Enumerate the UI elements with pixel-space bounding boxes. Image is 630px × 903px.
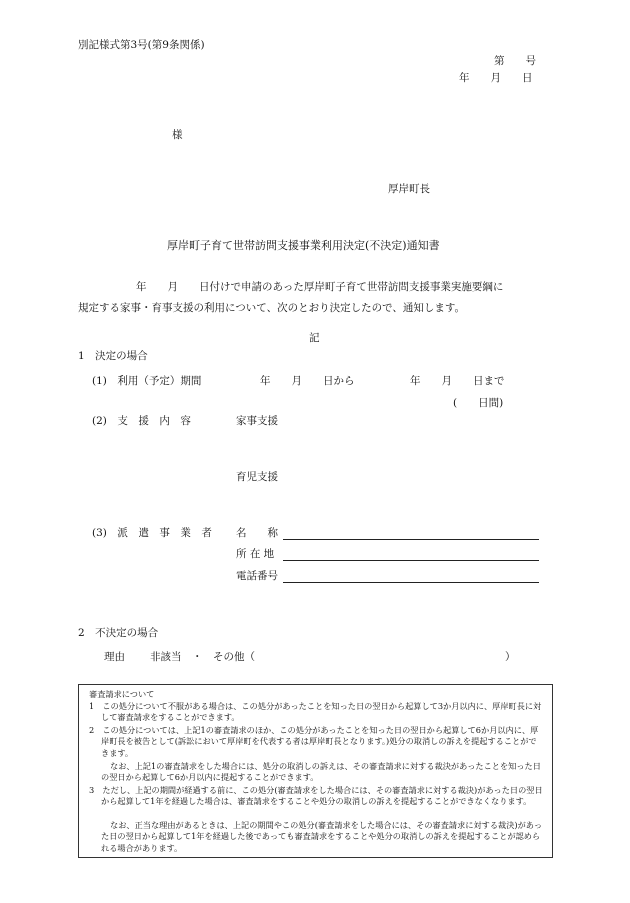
form-label: 別記様式第3号(第9条関係): [78, 39, 205, 51]
section2-heading: 2 不決定の場合: [78, 627, 159, 639]
appeal-paragraph-2: 2 この処分については、上記1の審査請求のほか、この処分があったことを知った日の翌日から起算して6か月以内に、厚岸町長を被告として(訴訟において厚岸町を代表する者は厚岸町長となります。)処分の取消しの訴えを提起することができます。: [89, 725, 539, 758]
usage-period-label: (1) 利用（予定）期間: [92, 375, 202, 387]
reason-close-paren: ）: [505, 651, 516, 663]
appeal-paragraph-3: 3 ただし、上記の期間が経過する前に、この処分(審査請求をした場合には、その審査請求に対する裁決)があった日の翌日から起算して1年を経過した場合は、審査請求をすることや処分の取消しの訴えを提起することができなくなります。: [89, 785, 543, 807]
provider-phone-label: 電話番号: [236, 570, 278, 582]
issue-date: 年 月 日: [459, 72, 533, 84]
provider-phone-line[interactable]: [283, 582, 539, 583]
document-number: 第 号: [494, 55, 536, 67]
intro-line-1: 年 月 日付けで申請のあった厚岸町子育て世帯訪問支援事業実施要綱に: [136, 281, 504, 293]
period-from-date: 年 月 日から: [260, 375, 355, 387]
period-to-date: 年 月 日まで: [410, 375, 505, 387]
appeal-paragraph-2-note: なお、上記1の審査請求をした場合には、処分の取消しの訴えは、その審査請求に対する裁決があったことを知った日の翌日から起算して6か月以内に提起することができます。: [101, 761, 541, 783]
ki-heading: 記: [309, 332, 320, 344]
appeal-notice-box: [78, 684, 553, 858]
support-content-label: (2) 支 援 内 容: [92, 415, 191, 427]
reason-label: 理由: [104, 651, 125, 663]
childcare-support: 育児支援: [236, 471, 278, 483]
appeal-paragraph-1: 1 この処分について不服がある場合は、この処分があったことを知った日の翌日から起算して3か月以内に、厚岸町長に対して審査請求をすることができます。: [89, 701, 542, 723]
provider-label: (3) 派 遣 事 業 者: [92, 527, 212, 539]
appeal-paragraph-3-note: なお、正当な理由があるときは、上記の期間やこの処分(審査請求をした場合には、その審査請求に対する裁決)があった日の翌日から起算して1年を経過した後であっても審査請求をすることや処分の取消しの訴えを提起することが認められる場合があります。: [101, 820, 543, 853]
provider-address-line[interactable]: [283, 560, 539, 561]
housework-support: 家事支援: [236, 415, 278, 427]
provider-address-label: 所 在 地: [236, 548, 275, 560]
reason-options: 非該当 ・ その他（: [150, 651, 255, 663]
intro-line-2: 規定する家事・育事支援の利用について、次のとおり決定したので、通知します。: [78, 302, 466, 314]
addressee-honorific: 様: [172, 129, 183, 141]
document-title: 厚岸町子育て世帯訪問支援事業利用決定(不決定)通知書: [167, 239, 440, 252]
provider-name-label: 名 称: [236, 527, 278, 539]
period-days: ( 日間): [453, 397, 504, 409]
appeal-title: 審査請求について: [89, 689, 155, 699]
issuer-title: 厚岸町長: [388, 183, 430, 195]
provider-name-line[interactable]: [283, 539, 539, 540]
section1-heading: 1 決定の場合: [78, 350, 148, 362]
